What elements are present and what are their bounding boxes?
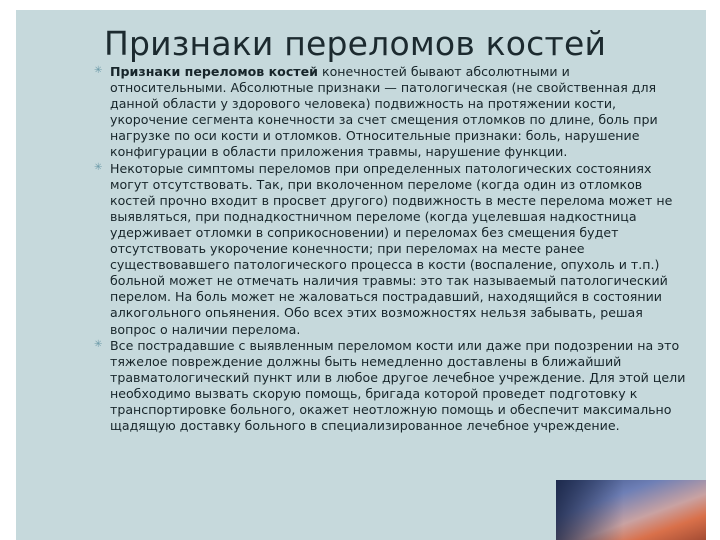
list-item — [94, 64, 686, 161]
asterisk-bullet-icon: ✳ — [94, 65, 103, 76]
bullet-list — [94, 64, 686, 434]
list-item — [94, 161, 686, 338]
paragraph-text: Все пострадавшие с выявленным переломом кости или даже при подозрении на это тяжелое повреждение должны быть немедленно доставлены в ближайший травматологический пункт или в любое другое лечебное учреждение. Для этой цели необходимо вызвать скорую помощь, бригада которой проведет подготовку к транспортировке больного, окажет неотложную помощь и обеспечит максимально щадящую доставку больного в специализированное лечебное учреждение. — [110, 337, 686, 434]
asterisk-bullet-icon: ✳ — [94, 338, 103, 350]
paragraph-text: конечностей бывают абсолютными и относительными. Абсолютные признаки — патологическая (не свойственная для данной области у здорового человека) подвижность на протяжении кости, укорочение сегмента конечности за счет смещения отломков по длине, боль при нагрузке по оси кости и отломков. Относительные признаки: боль, нарушение конфигурации в области приложения травмы, нарушение функции. — [110, 64, 658, 160]
decorative-image-shade — [556, 480, 706, 540]
paragraph — [110, 161, 686, 338]
slide — [16, 10, 706, 540]
paragraph-text: Некоторые симптомы переломов при определенных патологических состояниях могут отсутствовать. Так, при вколоченном переломе (когда один из отломков костей прочно входит в просвет другого) подвижность в месте перелома может не выявляться, при поднадкостничном переломе (когда уцелевшая надкостница удерживает отломки в соприкосновении) и переломах без смещения будет отсутствовать укорочение конечности; при переломах на месте ранее существовавшего патологического процесса в кости (воспаление, опухоль и т.п.) больной может не отмечать наличия травмы: это так называемый патологический перелом. На боль может не жаловаться пострадавший, находящийся в состоянии алкогольного опьянения. Обо всех этих возможностях нельзя забывать, решая вопрос о наличии перелома. — [110, 160, 673, 337]
list-item — [94, 338, 686, 435]
asterisk-bullet-icon: ✳ — [94, 161, 103, 173]
paragraph — [110, 64, 686, 161]
paragraph — [110, 338, 686, 435]
decorative-image — [556, 480, 706, 540]
slide-title: Признаки переломов костей — [104, 24, 607, 63]
bold-lead: Признаки переломов костей — [110, 64, 318, 79]
